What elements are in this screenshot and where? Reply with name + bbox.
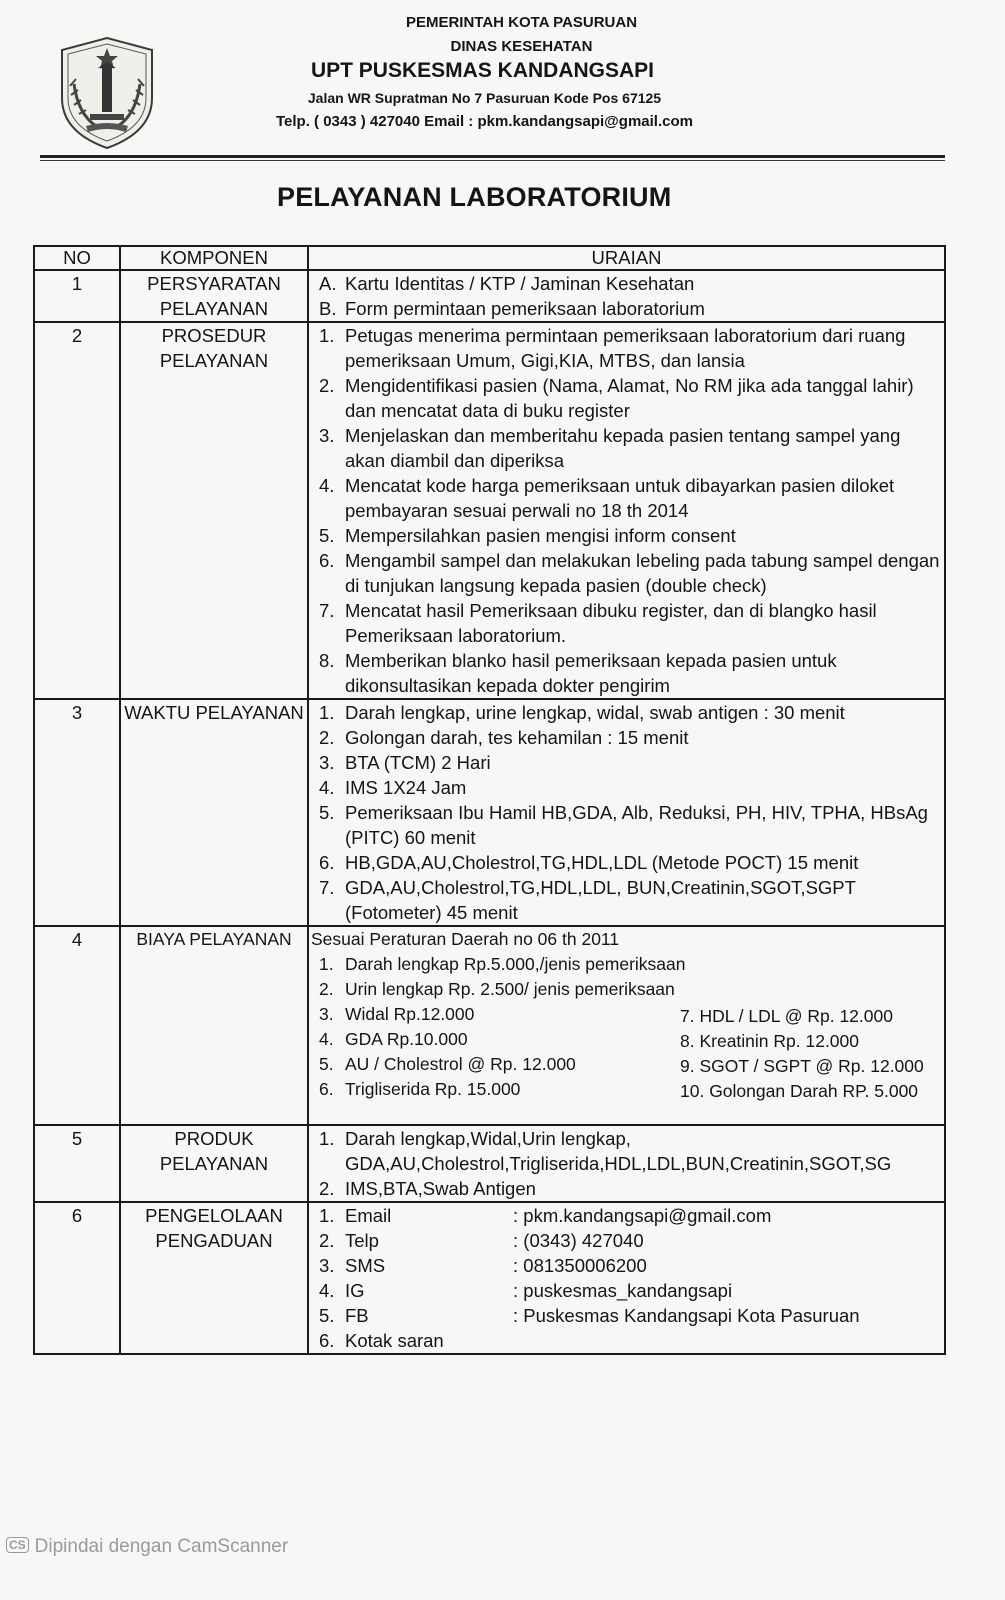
header-no: NO bbox=[34, 246, 120, 270]
table-row bbox=[34, 699, 945, 926]
header-uraian: URAIAN bbox=[308, 246, 945, 270]
channel-label: Telp bbox=[345, 1230, 379, 1251]
list-item: A. Kartu Identitas / KTP / Jaminan Kesehatan bbox=[319, 273, 695, 294]
table-row bbox=[34, 1125, 945, 1202]
watermark-text: Dipindai dengan CamScanner bbox=[34, 1536, 289, 1557]
list-item: 4. Mencatat kode harga pemeriksaan untuk dibayarkan pasien diloket pembayaran sesuai perwali no 18 th 2014 bbox=[319, 475, 895, 521]
list-item: 7. GDA,AU,Cholestrol,TG,HDL,LDL, BUN,Creatinin,SGOT,SGPT (Fotometer) 45 menit bbox=[319, 877, 856, 923]
list-item: 1. Darah lengkap Rp.5.000,/jenis pemeriksaan bbox=[319, 954, 686, 974]
fee-list-left bbox=[315, 1002, 680, 1104]
list-item: 3. Widal Rp.12.000 bbox=[319, 1004, 475, 1024]
fee-grid bbox=[311, 1002, 942, 1104]
header-komponen: KOMPONEN bbox=[120, 246, 308, 270]
table-row bbox=[34, 1202, 945, 1354]
list-item: 8. Memberikan blanko hasil pemeriksaan kepada pasien untuk dikonsultasikan kepada dokter pengirim bbox=[319, 650, 837, 696]
channel-label: Kotak saran bbox=[345, 1330, 444, 1351]
row-number: 6 bbox=[34, 1202, 120, 1354]
letterhead-divider-thick bbox=[40, 155, 945, 158]
list-item: 3. BTA (TCM) 2 Hari bbox=[319, 752, 491, 773]
list-item: 7. HDL / LDL @ Rp. 12.000 bbox=[680, 1006, 893, 1026]
fee-list-full bbox=[315, 952, 942, 1002]
list-item: 3. Menjelaskan dan memberitahu kepada pasien tentang sampel yang akan diambil dan diperiksa bbox=[319, 425, 901, 471]
address: Jalan WR Supratman No 7 Pasuruan Kode Pos 67125 bbox=[307, 90, 662, 106]
list-item: 6. Trigliserida Rp. 15.000 bbox=[319, 1079, 521, 1099]
list-item: B. Form permintaan pemeriksaan laboratorium bbox=[319, 298, 705, 319]
list-item: 4. GDA Rp.10.000 bbox=[319, 1029, 468, 1049]
list-item: 6. Mengambil sampel dan melakukan lebeling pada tabung sampel dengan di tunjukan langsung kepada pasien (double check) bbox=[319, 550, 940, 596]
list-item: 4. IG : puskesmas_kandangsapi bbox=[319, 1280, 733, 1301]
requirements-list bbox=[315, 271, 942, 321]
list-item: 10. Golongan Darah RP. 5.000 bbox=[680, 1081, 919, 1101]
fee-list-right bbox=[680, 1002, 942, 1104]
list-item: 8. Kreatinin Rp. 12.000 bbox=[680, 1031, 860, 1051]
table-row bbox=[34, 926, 945, 1125]
component-name: PRODUK PELAYANAN bbox=[120, 1125, 308, 1202]
complaint-channel-list bbox=[315, 1203, 942, 1353]
list-item: 1. Darah lengkap,Widal,Urin lengkap, GDA,AU,Cholestrol,Trigliserida,HDL,LDL,BUN,Creatinin,SGOT,SG bbox=[319, 1128, 892, 1174]
list-item: 5. FB : Puskesmas Kandangsapi Kota Pasuruan bbox=[319, 1305, 860, 1326]
list-item: 1. Petugas menerima permintaan pemeriksaan laboratorium dari ruang pemeriksaan Umum, Gigi,KIA, MTBS, dan lansia bbox=[319, 325, 906, 371]
list-item: 1. Darah lengkap, urine lengkap, widal, swab antigen : 30 menit bbox=[319, 702, 845, 723]
channel-label: IG bbox=[345, 1280, 365, 1301]
procedure-list bbox=[315, 323, 942, 698]
component-name: PROSEDUR PELAYANAN bbox=[120, 322, 308, 699]
row-number: 5 bbox=[34, 1125, 120, 1202]
channel-value: : puskesmas_kandangsapi bbox=[513, 1280, 733, 1301]
letterhead bbox=[0, 0, 1005, 165]
fee-regulation: Sesuai Peraturan Daerah no 06 th 2011 bbox=[311, 929, 620, 949]
table-row bbox=[34, 322, 945, 699]
description-cell bbox=[308, 1125, 945, 1202]
list-item: 6. Kotak saran bbox=[315, 1328, 942, 1353]
scanner-watermark bbox=[6, 1536, 288, 1558]
list-item: 2. Golongan darah, tes kehamilan : 15 menit bbox=[319, 727, 689, 748]
row-number: 2 bbox=[34, 322, 120, 699]
letterhead-divider-thin bbox=[40, 160, 945, 161]
list-item: 2. Mengidentifikasi pasien (Nama, Alamat, No RM jika ada tanggal lahir) dan mencatat data di buku register bbox=[319, 375, 914, 421]
description-cell bbox=[308, 926, 945, 1125]
list-item: 5. Mempersilahkan pasien mengisi inform consent bbox=[319, 525, 736, 546]
component-name: BIAYA PELAYANAN bbox=[120, 926, 308, 1125]
department-name: DINAS KESEHATAN bbox=[450, 38, 593, 55]
list-item: 4. IMS 1X24 Jam bbox=[319, 777, 467, 798]
component-name: WAKTU PELAYANAN bbox=[120, 699, 308, 926]
list-item: 5. Pemeriksaan Ibu Hamil HB,GDA, Alb, Reduksi, PH, HIV, TPHA, HBsAg (PITC) 60 menit bbox=[319, 802, 928, 848]
table-row bbox=[34, 270, 945, 322]
channel-label: Email bbox=[345, 1205, 392, 1226]
camscanner-icon: CS bbox=[6, 1537, 29, 1553]
channel-label: FB bbox=[345, 1305, 369, 1326]
list-item: 9. SGOT / SGPT @ Rp. 12.000 bbox=[680, 1056, 924, 1076]
row-number: 3 bbox=[34, 699, 120, 926]
table-header-row bbox=[34, 246, 945, 270]
component-name: PERSYARATAN PELAYANAN bbox=[120, 270, 308, 322]
channel-value: : Puskesmas Kandangsapi Kota Pasuruan bbox=[513, 1305, 860, 1326]
product-list bbox=[315, 1126, 942, 1201]
document-title: PELAYANAN LABORATORIUM bbox=[277, 182, 672, 212]
list-item: 3. SMS : 081350006200 bbox=[319, 1255, 647, 1276]
row-number: 1 bbox=[34, 270, 120, 322]
service-table bbox=[33, 245, 946, 1355]
government-name: PEMERINTAH KOTA PASURUAN bbox=[405, 14, 638, 31]
description-cell bbox=[308, 270, 945, 322]
list-item: 1. Email : pkm.kandangsapi@gmail.com bbox=[319, 1205, 772, 1226]
list-item: 2. Telp : (0343) 427040 bbox=[319, 1230, 644, 1251]
component-name: PENGELOLAAN PENGADUAN bbox=[120, 1202, 308, 1354]
institution-name: UPT PUSKESMAS KANDANGSAPI bbox=[310, 59, 655, 82]
row-number: 4 bbox=[34, 926, 120, 1125]
list-item: 7. Mencatat hasil Pemeriksaan dibuku register, dan di blangko hasil Pemeriksaan laboratorium. bbox=[319, 600, 877, 646]
channel-label: SMS bbox=[345, 1255, 386, 1276]
description-cell bbox=[308, 1202, 945, 1354]
description-cell bbox=[308, 699, 945, 926]
channel-value: : 081350006200 bbox=[513, 1255, 647, 1276]
channel-value: : pkm.kandangsapi@gmail.com bbox=[513, 1205, 772, 1226]
list-item: 5. AU / Cholestrol @ Rp. 12.000 bbox=[319, 1054, 576, 1074]
contact-line: Telp. ( 0343 ) 427040 Email : pkm.kandangsapi@gmail.com bbox=[275, 113, 693, 130]
service-time-list bbox=[315, 700, 942, 925]
list-item: 2. Urin lengkap Rp. 2.500/ jenis pemeriksaan bbox=[319, 979, 675, 999]
channel-value: : (0343) 427040 bbox=[513, 1230, 644, 1251]
list-item: 6. HB,GDA,AU,Cholestrol,TG,HDL,LDL (Metode POCT) 15 menit bbox=[319, 852, 859, 873]
description-cell bbox=[308, 322, 945, 699]
list-item: 2. IMS,BTA,Swab Antigen bbox=[319, 1178, 536, 1199]
